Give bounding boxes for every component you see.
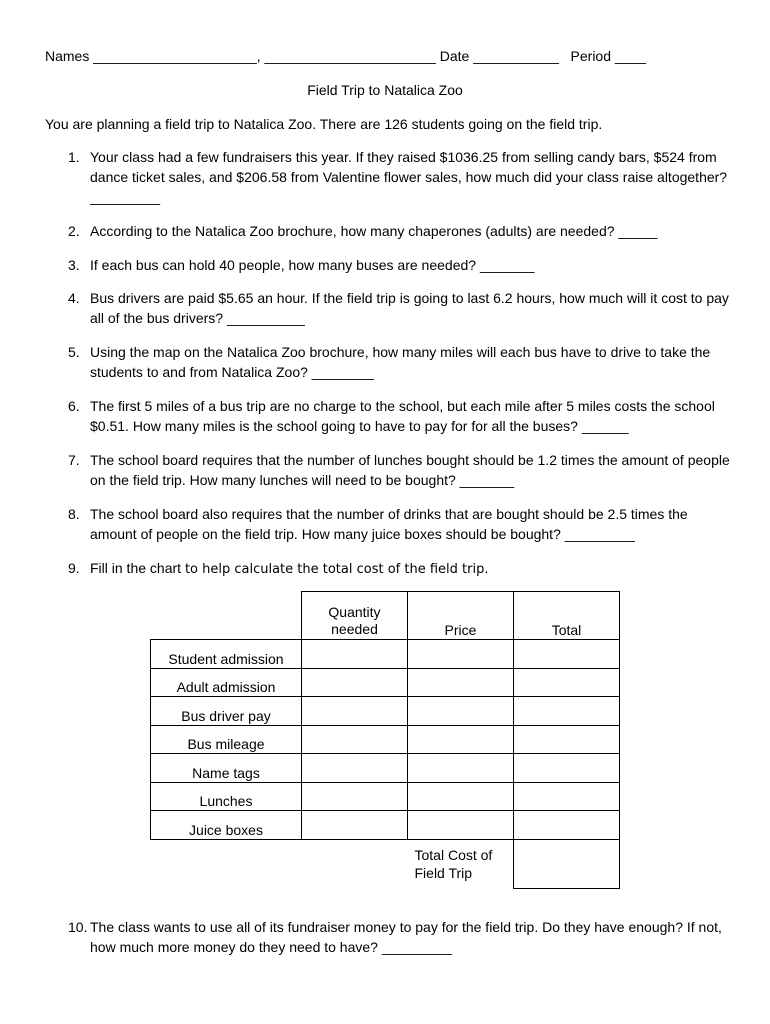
question-number: 10. (68, 919, 88, 935)
total-cell[interactable] (514, 668, 620, 697)
quantity-cell[interactable] (302, 640, 408, 669)
total-cost-label: Total Cost of Field Trip (414, 846, 493, 881)
header-empty-cell (151, 592, 302, 640)
price-cell[interactable] (408, 725, 514, 754)
price-cell[interactable] (408, 697, 514, 726)
table-row (151, 811, 620, 840)
question-text-continued: to help calculate the total cost of the field trip. (184, 562, 489, 577)
names-blank-1[interactable]: _____________________ (93, 48, 257, 64)
quantity-cell[interactable] (302, 668, 408, 697)
question-number: 6. (68, 398, 80, 414)
question-1 (68, 147, 738, 207)
header-total: Total (514, 592, 620, 640)
price-cell[interactable] (408, 668, 514, 697)
total-empty-cell (151, 839, 302, 888)
question-number: 3. (68, 257, 80, 273)
question-text: Your class had a few fundraisers this year. If they raised $1036.25 from selling candy bars, $524 from dance ticket sales, and $206.58 from Valentine flower sales, how much did your class raise altogether? _________ (90, 149, 728, 205)
question-7 (68, 450, 738, 490)
quantity-cell[interactable] (302, 754, 408, 783)
question-number: 1. (68, 149, 80, 165)
quantity-cell[interactable] (302, 697, 408, 726)
question-text: The school board requires that the number of lunches bought should be 1.2 times the amount of people on the field trip. How many lunches will need to be bought? _______ (90, 452, 730, 488)
question-2 (68, 221, 738, 241)
row-label: Bus mileage (151, 725, 302, 754)
price-cell[interactable] (408, 640, 514, 669)
row-label: Name tags (151, 754, 302, 783)
quantity-cell[interactable] (302, 811, 408, 840)
question-6 (68, 396, 728, 436)
page-title: Field Trip to Natalica Zoo (307, 82, 463, 98)
total-cell[interactable] (514, 811, 620, 840)
names-separator: , (256, 48, 261, 64)
total-cost-row (151, 839, 620, 888)
date-blank[interactable]: ___________ (473, 48, 559, 64)
row-label: Adult admission (151, 668, 302, 697)
quantity-cell[interactable] (302, 782, 408, 811)
quantity-cell[interactable] (302, 725, 408, 754)
question-text: According to the Natalica Zoo brochure, how many chaperones (adults) are needed? _____ (90, 223, 658, 239)
question-number: 8. (68, 506, 80, 522)
header-price: Price (408, 592, 514, 640)
question-text: The first 5 miles of a bus trip are no charge to the school, but each mile after 5 miles costs the school $0.51. How many miles is the school going to have to pay for for all the buses? ______ (90, 398, 715, 434)
total-cell[interactable] (514, 640, 620, 669)
price-cell[interactable] (408, 754, 514, 783)
names-label: Names (45, 48, 90, 64)
question-text: Bus drivers are paid $5.65 an hour. If the field trip is going to last 6.2 hours, how much will it cost to pay all of the bus drivers? __________ (90, 290, 729, 326)
question-text: Fill in the chart (90, 560, 185, 576)
question-3 (68, 255, 738, 275)
table-row (151, 668, 620, 697)
question-5 (68, 342, 738, 382)
question-text: If each bus can hold 40 people, how many buses are needed? _______ (90, 257, 535, 273)
question-4 (68, 288, 738, 328)
question-number: 9. (68, 560, 80, 576)
table-row (151, 725, 620, 754)
question-number: 5. (68, 344, 80, 360)
header-line (45, 47, 646, 65)
question-text: Using the map on the Natalica Zoo brochure, how many miles will each bus have to drive to take the students to and from Natalica Zoo? ________ (90, 344, 711, 380)
price-cell[interactable] (408, 782, 514, 811)
names-blank-2[interactable]: ______________________ (264, 48, 436, 64)
question-10 (68, 917, 738, 957)
header-quantity: Quantity needed (302, 592, 408, 640)
total-cell[interactable] (514, 697, 620, 726)
table-row (151, 782, 620, 811)
question-8 (68, 504, 738, 544)
row-label: Juice boxes (151, 811, 302, 840)
question-text: The class wants to use all of its fundraiser money to pay for the field trip. Do they have enough? If not, how much more money do they need to have? _________ (90, 919, 722, 955)
question-number: 4. (68, 290, 80, 306)
total-cost-cell[interactable] (514, 839, 620, 888)
question-9 (68, 558, 738, 580)
table-header-row (151, 592, 620, 640)
question-number: 7. (68, 452, 80, 468)
table-row (151, 640, 620, 669)
intro-text: You are planning a field trip to Natalica Zoo. There are 126 students going on the field trip. (45, 116, 603, 132)
table-row (151, 754, 620, 783)
cost-table (150, 591, 620, 889)
date-label: Date (439, 48, 470, 64)
question-number: 2. (68, 223, 80, 239)
question-text: The school board also requires that the number of drinks that are bought should be 2.5 times the amount of people on the field trip. How many juice boxes should be bought? _________ (90, 506, 688, 542)
total-cell[interactable] (514, 782, 620, 811)
total-cell[interactable] (514, 754, 620, 783)
total-empty-cell (302, 839, 408, 888)
row-label: Lunches (151, 782, 302, 811)
row-label: Student admission (151, 640, 302, 669)
price-cell[interactable] (408, 811, 514, 840)
period-blank[interactable]: ____ (614, 48, 647, 64)
period-label: Period (570, 48, 611, 64)
table-row (151, 697, 620, 726)
row-label: Bus driver pay (151, 697, 302, 726)
total-cell[interactable] (514, 725, 620, 754)
